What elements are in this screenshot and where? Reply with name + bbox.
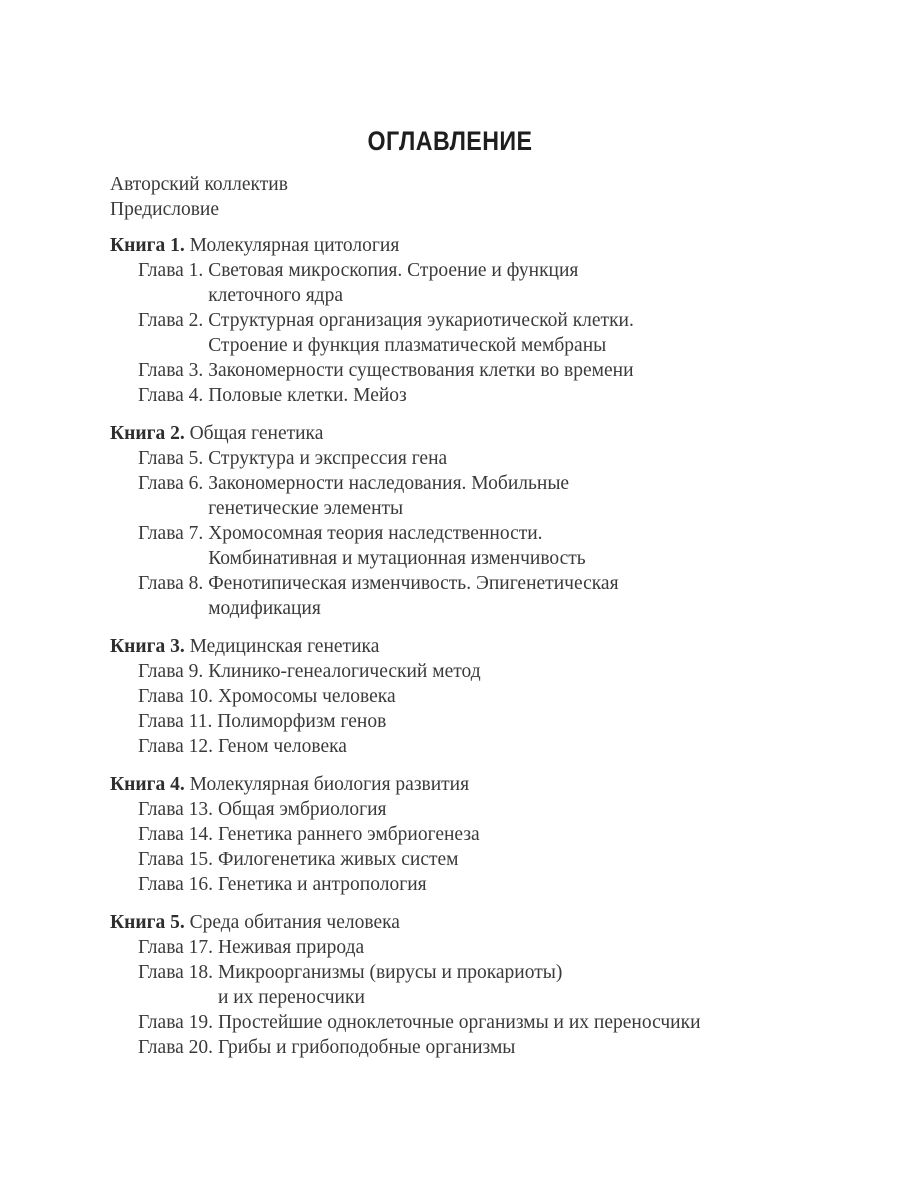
chapter-title-line: Строение и функция плазматической мембраны [208, 335, 607, 356]
chapter-title-line: Закономерности существования клетки во времени [208, 360, 634, 381]
chapter-entry[interactable] [138, 358, 830, 383]
chapter-entry[interactable] [138, 258, 830, 308]
book-label: Книга 2. [110, 423, 185, 444]
chapter-title [217, 709, 830, 734]
chapter-number: Глава 17. [138, 937, 214, 958]
chapter-entry[interactable] [138, 709, 830, 734]
chapter-title [208, 571, 830, 621]
chapter-title-line: Закономерности наследования. Мобильные [208, 473, 570, 494]
chapter-title-line: Хромосомная теория наследственности. [208, 523, 543, 544]
chapter-title [218, 684, 830, 709]
chapter-number: Глава 13. [138, 799, 214, 820]
chapter-number: Глава 14. [138, 824, 214, 845]
chapter-title [218, 822, 830, 847]
chapter-title [208, 521, 830, 571]
chapter-title [208, 471, 830, 521]
chapter-entry[interactable] [138, 734, 830, 759]
chapter-entry[interactable] [138, 571, 830, 621]
chapter-number: Глава 9. [138, 661, 204, 682]
chapter-entry[interactable] [138, 822, 830, 847]
book-label: Книга 4. [110, 774, 185, 795]
chapter-title [218, 797, 830, 822]
chapter-title [218, 960, 830, 1010]
chapter-entry[interactable] [138, 521, 830, 571]
table-of-contents [110, 172, 830, 1060]
book-title: Общая генетика [189, 423, 324, 444]
chapter-title-line: Комбинативная и мутационная изменчивость [208, 548, 586, 569]
chapter-title [218, 872, 830, 897]
book-section [110, 910, 830, 1060]
chapter-title-line: Общая эмбриология [217, 799, 387, 820]
chapter-number: Глава 2. [138, 310, 204, 331]
chapter-title [218, 734, 830, 759]
book-heading[interactable] [110, 233, 830, 258]
chapter-entry[interactable] [138, 797, 830, 822]
chapter-title-line: клеточного ядра [208, 285, 343, 306]
chapter-number: Глава 3. [138, 360, 204, 381]
chapter-title-line: Структура и экспрессия гена [208, 448, 448, 469]
chapter-title-line: генетические элементы [208, 498, 404, 519]
chapter-number: Глава 19. [138, 1012, 214, 1033]
chapter-number: Глава 10. [138, 686, 214, 707]
chapter-entry[interactable] [138, 935, 830, 960]
toc-entry-authors[interactable]: Авторский коллектив [110, 174, 288, 195]
chapter-entry[interactable] [138, 659, 830, 684]
front-matter [110, 172, 830, 222]
book-label: Книга 5. [110, 912, 185, 933]
chapter-number: Глава 11. [138, 711, 213, 732]
book-title: Молекулярная биология развития [189, 774, 470, 795]
book-section [110, 233, 830, 408]
chapter-number: Глава 15. [138, 849, 214, 870]
chapter-title [218, 1035, 830, 1060]
chapter-entry[interactable] [138, 1035, 830, 1060]
chapter-title-line: модификация [208, 598, 321, 619]
chapter-title-line: Филогенетика живых систем [217, 849, 459, 870]
book-section [110, 421, 830, 621]
book-title: Медицинская генетика [189, 636, 380, 657]
chapter-title-line: Световая микроскопия. Строение и функция [208, 260, 579, 281]
book-heading[interactable] [110, 910, 830, 935]
book-heading[interactable] [110, 421, 830, 446]
chapter-title-line: Генетика и антропология [217, 874, 427, 895]
book-heading[interactable] [110, 772, 830, 797]
chapter-title [218, 847, 830, 872]
chapter-title [218, 1010, 830, 1035]
chapter-entry[interactable] [138, 1010, 830, 1035]
chapter-entry[interactable] [138, 446, 830, 471]
chapter-number: Глава 16. [138, 874, 214, 895]
chapter-title [208, 258, 830, 308]
chapter-title [208, 358, 830, 383]
toc-entry-preface[interactable]: Предисловие [110, 199, 220, 220]
books-list [110, 233, 830, 1060]
chapter-title [218, 935, 830, 960]
chapter-title-line: Структурная организация эукариотической клетки. [208, 310, 634, 331]
book-heading[interactable] [110, 634, 830, 659]
chapter-number: Глава 1. [138, 260, 204, 281]
chapter-number: Глава 8. [138, 573, 204, 594]
book-section [110, 634, 830, 759]
chapter-title-line: и их переносчики [217, 987, 365, 1008]
page-title: ОГЛАВЛЕНИЕ [367, 126, 533, 156]
chapter-title [208, 659, 830, 684]
chapter-entry[interactable] [138, 471, 830, 521]
chapter-number: Глава 6. [138, 473, 204, 494]
chapter-title-line: Простейшие одноклеточные организмы и их переносчики [217, 1012, 701, 1033]
chapter-entry[interactable] [138, 960, 830, 1010]
chapter-title [208, 446, 830, 471]
book-title: Молекулярная цитология [189, 235, 400, 256]
chapter-title-line: Микроорганизмы (вирусы и прокариоты) [217, 962, 563, 983]
chapter-title-line: Половые клетки. Мейоз [208, 385, 407, 406]
book-section [110, 772, 830, 897]
chapter-number: Глава 5. [138, 448, 204, 469]
book-label: Книга 1. [110, 235, 185, 256]
chapter-entry[interactable] [138, 684, 830, 709]
chapter-entry[interactable] [138, 383, 830, 408]
chapter-title-line: Клинико-генеалогический метод [208, 661, 481, 682]
chapter-title-line: Хромосомы человека [217, 686, 396, 707]
chapter-number: Глава 4. [138, 385, 204, 406]
book-title: Среда обитания человека [189, 912, 400, 933]
chapter-entry[interactable] [138, 308, 830, 358]
chapter-title-line: Полиморфизм генов [217, 711, 387, 732]
chapter-title-line: Грибы и грибоподобные организмы [217, 1037, 516, 1058]
chapter-number: Глава 20. [138, 1037, 214, 1058]
chapter-title-line: Геном человека [217, 736, 347, 757]
chapter-entry[interactable] [138, 847, 830, 872]
book-label: Книга 3. [110, 636, 185, 657]
chapter-title-line: Генетика раннего эмбриогенеза [217, 824, 480, 845]
chapter-entry[interactable] [138, 872, 830, 897]
chapter-title-line: Фенотипическая изменчивость. Эпигенетическая [208, 573, 619, 594]
chapter-number: Глава 12. [138, 736, 214, 757]
chapter-number: Глава 7. [138, 523, 204, 544]
chapter-title [208, 308, 830, 358]
chapter-title [208, 383, 830, 408]
chapter-number: Глава 18. [138, 962, 214, 983]
chapter-title-line: Неживая природа [217, 937, 365, 958]
